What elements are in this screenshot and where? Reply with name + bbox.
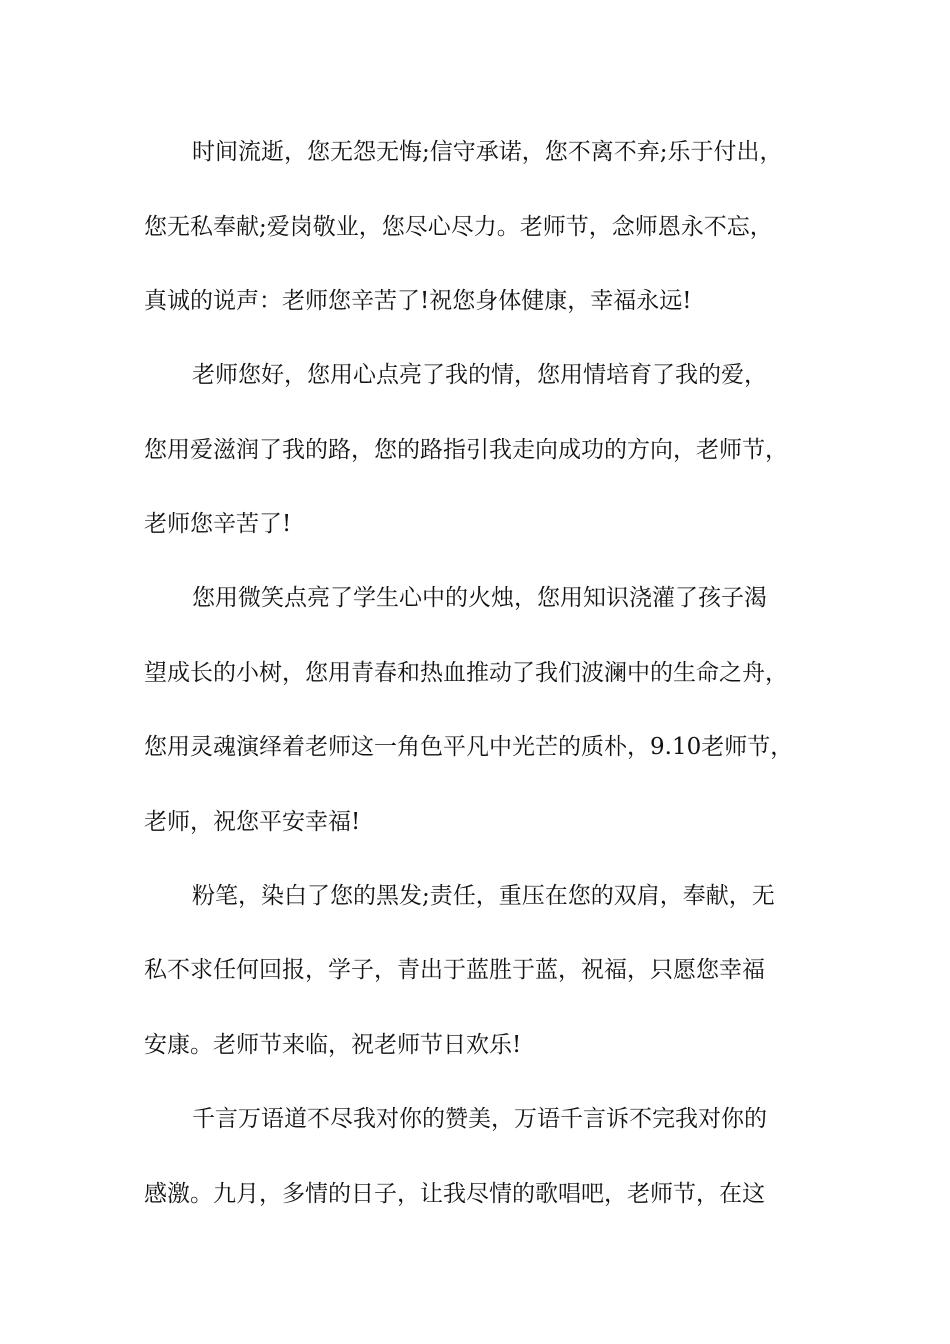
text-line: 老师您辛苦了! [144, 511, 292, 537]
text-line: 粉笔，染白了您的黑发;责任，重压在您的双肩，奉献，无 [192, 883, 775, 909]
text-line: 老师您好，您用心点亮了我的情，您用情培育了我的爱， [192, 362, 767, 388]
text-line: 望成长的小树，您用青春和热血推动了我们波澜中的生命之舟， [144, 660, 788, 686]
text-line: 您用微笑点亮了学生心中的火烛，您用知识浇灌了孩子渴 [192, 585, 767, 611]
text-line: 真诚的说声：老师您辛苦了!祝您身体健康，幸福永远! [144, 288, 692, 314]
text-line: 您无私奉献;爱岗敬业，您尽心尽力。老师节，念师恩永不忘， [144, 214, 773, 240]
text-line: 时间流逝，您无怨无悔;信守承诺，您不离不弃;乐于付出， [192, 139, 783, 165]
text-line: 您用爱滋润了我的路，您的路指引我走向成功的方向，老师节， [144, 437, 788, 463]
text-line: 感激。九月，多情的日子，让我尽情的歌唱吧，老师节，在这 [144, 1181, 765, 1207]
text-line: 老师，祝您平安幸福! [144, 809, 361, 835]
text-line: 您用灵魂演绎着老师这一角色平凡中光芒的质朴，9.10老师节， [144, 734, 794, 760]
text-line: 千言万语道不尽我对你的赞美，万语千言诉不完我对你的 [192, 1106, 767, 1132]
text-line: 私不求任何回报，学子，青出于蓝胜于蓝，祝福，只愿您幸福 [144, 957, 765, 983]
text-line: 安康。老师节来临，祝老师节日欢乐! [144, 1032, 522, 1058]
